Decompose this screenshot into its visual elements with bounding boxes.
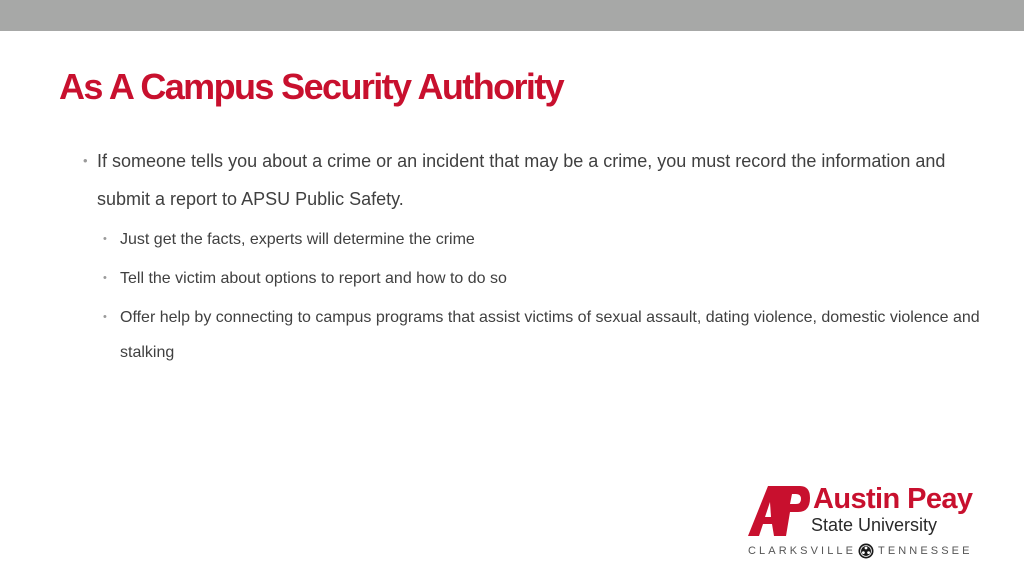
- bullet-dot-icon: •: [103, 272, 107, 284]
- bullet-dot-icon: •: [83, 153, 88, 168]
- sub-bullet-text: Tell the victim about options to report and how to do so: [120, 270, 507, 287]
- bullet-level2: [103, 261, 983, 296]
- top-band: [0, 0, 1024, 31]
- logo-state: TENNESSEE: [878, 545, 973, 557]
- logo-name: Austin Peay: [813, 483, 973, 515]
- bullet-dot-icon: •: [103, 233, 107, 245]
- bullet-level1: [83, 142, 983, 218]
- slide-title: As A Campus Security Authority: [59, 66, 564, 107]
- bullet-level2: [103, 300, 983, 370]
- bullet-text: If someone tells you about a crime or an incident that may be a crime, you must record the information and submit a report to APSU Public Safety.: [97, 151, 946, 209]
- logo-city: CLARKSVILLE: [748, 545, 857, 557]
- tri-star-icon: [858, 543, 874, 559]
- sub-bullet-text: Just get the facts, experts will determine the crime: [120, 231, 475, 248]
- sub-bullet-text: Offer help by connecting to campus programs that assist victims of sexual assault, dating violence, domestic violence and stalking: [120, 309, 980, 361]
- logo-subtitle: State University: [811, 515, 938, 535]
- apsu-logo: [748, 482, 974, 562]
- slide-content: [83, 144, 983, 370]
- bullet-dot-icon: •: [103, 311, 107, 323]
- bullet-level2: [103, 222, 983, 257]
- ap-monogram-icon: [748, 486, 810, 538]
